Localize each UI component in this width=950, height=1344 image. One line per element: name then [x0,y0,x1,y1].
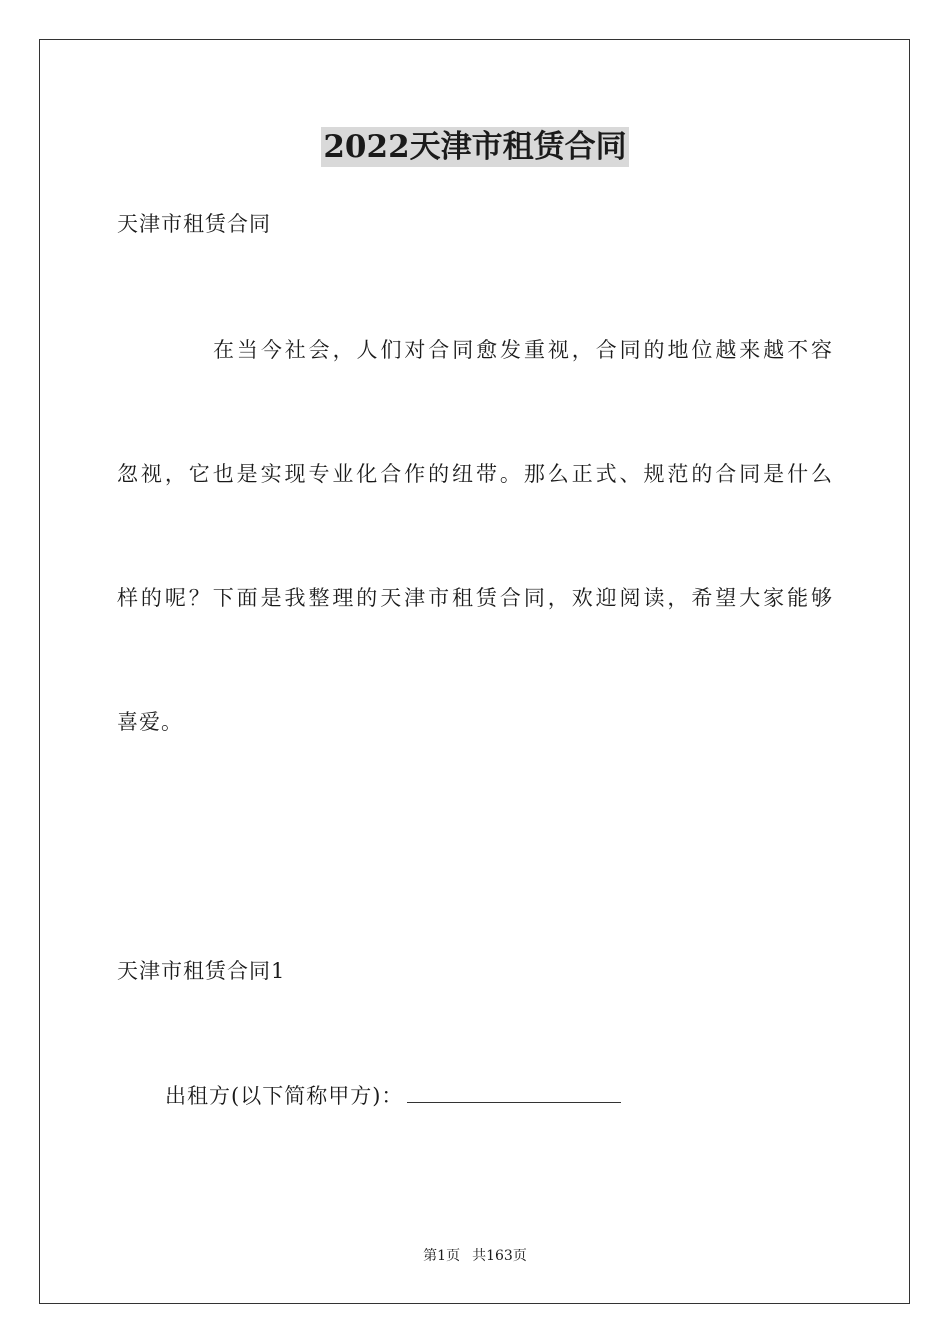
title-wrap [0,127,950,167]
document-subtitle: 天津市租赁合同 [117,212,271,236]
lessor-label: 出租方(以下简称甲方)： [165,1084,404,1108]
page-total: 共163页 [472,1248,527,1264]
lessor-blank-line [407,1084,621,1103]
intro-line-2: 忽视，它也是实现专业化合作的纽带。那么正式、规范的合同是什么 [117,462,833,486]
document-title: 2022天津市租赁合同 [323,129,627,165]
intro-line-3: 样的呢？下面是我整理的天津市租赁合同，欢迎阅读，希望大家能够 [117,586,833,610]
page-footer [0,1247,950,1265]
intro-line-1: 在当今社会，人们对合同愈发重视，合同的地位越来越不容 [213,338,833,362]
page-number: 第1页 [423,1248,461,1264]
intro-line-4: 喜爱。 [117,710,183,734]
section-heading: 天津市租赁合同1 [117,959,286,983]
lessor-field [165,1082,621,1110]
